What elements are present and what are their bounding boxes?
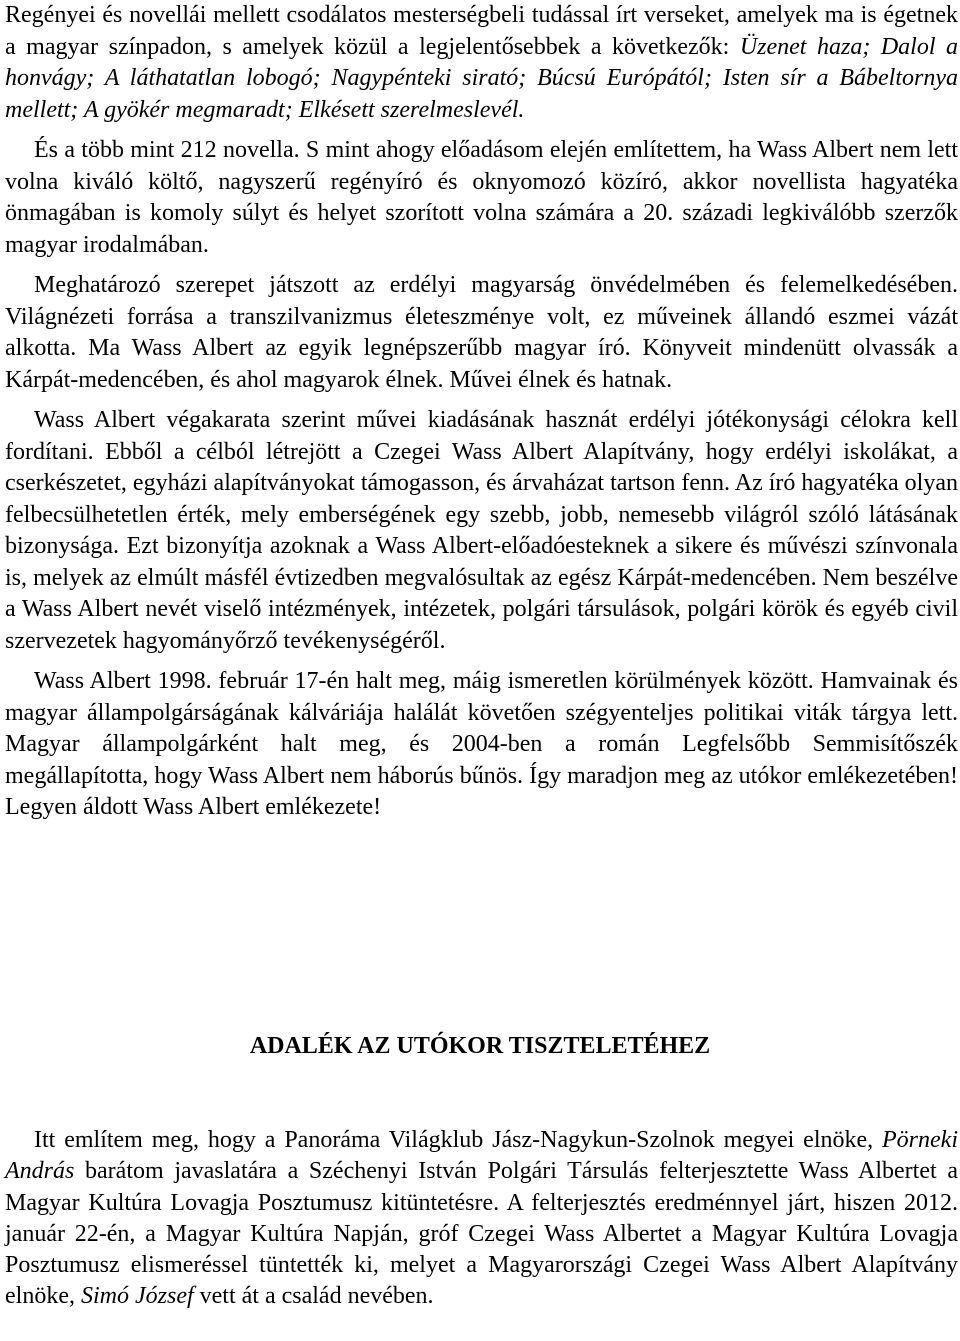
paragraph-award xyxy=(5,1125,958,1313)
person-name-porneki: Pörneki András xyxy=(5,1127,958,1185)
poem-titles: Üzenet haza; Dalol a honvágy; A láthatatlan lobogó; Nagypénteki sirató; Búcsú Európától; Isten sír a Bábeltornya mellett; A gyökér megmaradt; Elkésett szerelmeslevél. xyxy=(5,33,958,123)
section-body xyxy=(5,1125,958,1313)
paragraph-death: Wass Albert 1998. február 17-én halt meg, máig ismeretlen körülmények között. Hamvainak és magyar állampolgárságának kálváriája halálát követően szégyenteljes politikai viták tárgya lett. Magyar állampolgárként halt meg, és 2004-ben a román Legfelsőbb Semmisítőszék megállapította, hogy Wass Albert nem háborús bűnös. Így maradjon meg az utókor emlékezetében! Legyen áldott Wass Albert emlékezete! xyxy=(5,668,958,820)
poems-intro: Regényei és novellái mellett csodálatos mesterségbeli tudással írt verseket, amelyek ma is égetnek a magyar színpadon, s amelyek közül a legjelentősebbek a következők: xyxy=(5,2,958,60)
award-text-3: vett át a család nevében. xyxy=(193,1283,434,1310)
paragraph-poems xyxy=(5,0,958,126)
section-heading: ADALÉK AZ UTÓKOR TISZTELETÉHEZ xyxy=(249,1033,711,1059)
document-page xyxy=(5,0,958,824)
paragraph-novellas: És a több mint 212 novella. S mint ahogy előadásom elején említettem, ha Wass Albert nem lett volna kiváló költő, nagyszerű regényíró és oknyomozó közíró, akkor novellista hagyatéka önmagában is komoly súlyt és helyet szorított volna számára a 20. századi legkiválóbb szerzők magyar irodalmában. xyxy=(5,137,958,258)
award-text-1: Itt említem meg, hogy a Panoráma Világklub Jász-Nagykun-Szolnok megyei elnöke, xyxy=(34,1127,883,1153)
person-name-simo: Simó József xyxy=(80,1283,194,1310)
award-text-2: barátom javaslatára a Széchenyi István Polgári Társulás felterjesztette Wass Albertet a Magyar Kultúra Lovagja Posztumusz kitüntetésre. A felterjesztés eredménnyel járt, hiszen 2012. január 22-én, a Magyar Kultúra Napján, gróf Czegei Wass Albertet a Magyar Kultúra Lovagja Posztumusz elismeréssel tüntették ki, melyet a Magyarországi Czegei Wass Albert Alapítvány elnöke, xyxy=(5,1158,958,1310)
paragraph-foundation: Wass Albert végakarata szerint művei kiadásának hasznát erdélyi jótékonysági célokra kell fordítani. Ebből a célból létrejött a Czegei Wass Albert Alapítvány, hogy erdélyi iskolákat, a cserkészetet, egyházi alapítványokat támogasson, és árvaházat tartson fenn. Az író hagyatéka olyan felbecsülhetetlen érték, mely emberségének egy szebb, jobb, nemesebb világról szóló látásának bizonysága. Ezt bizonyítja azoknak a Wass Albert-előadóesteknek a sikere és művészi színvonala is, melyek az elmúlt másfél évtizedben megvalósultak az egész Kárpát-medencében. Nem beszélve a Wass Albert nevét viselő intézmények, intézetek, polgári társulások, polgári körök és egyéb civil szervezetek hagyományőrző tevékenységéről. xyxy=(5,407,958,654)
paragraph-transylvanism: Meghatározó szerepet játszott az erdélyi magyarság önvédelmében és felemelkedésében. Világnézeti forrása a transzilvanizmus életeszménye volt, ez műveinek állandó eszmei vázát alkotta. Ma Wass Albert az egyik legnépszerűbb magyar író. Könyveit mindenütt olvassák a Kárpát-medencében, és ahol magyarok élnek. Művei élnek és hatnak. xyxy=(5,272,958,393)
